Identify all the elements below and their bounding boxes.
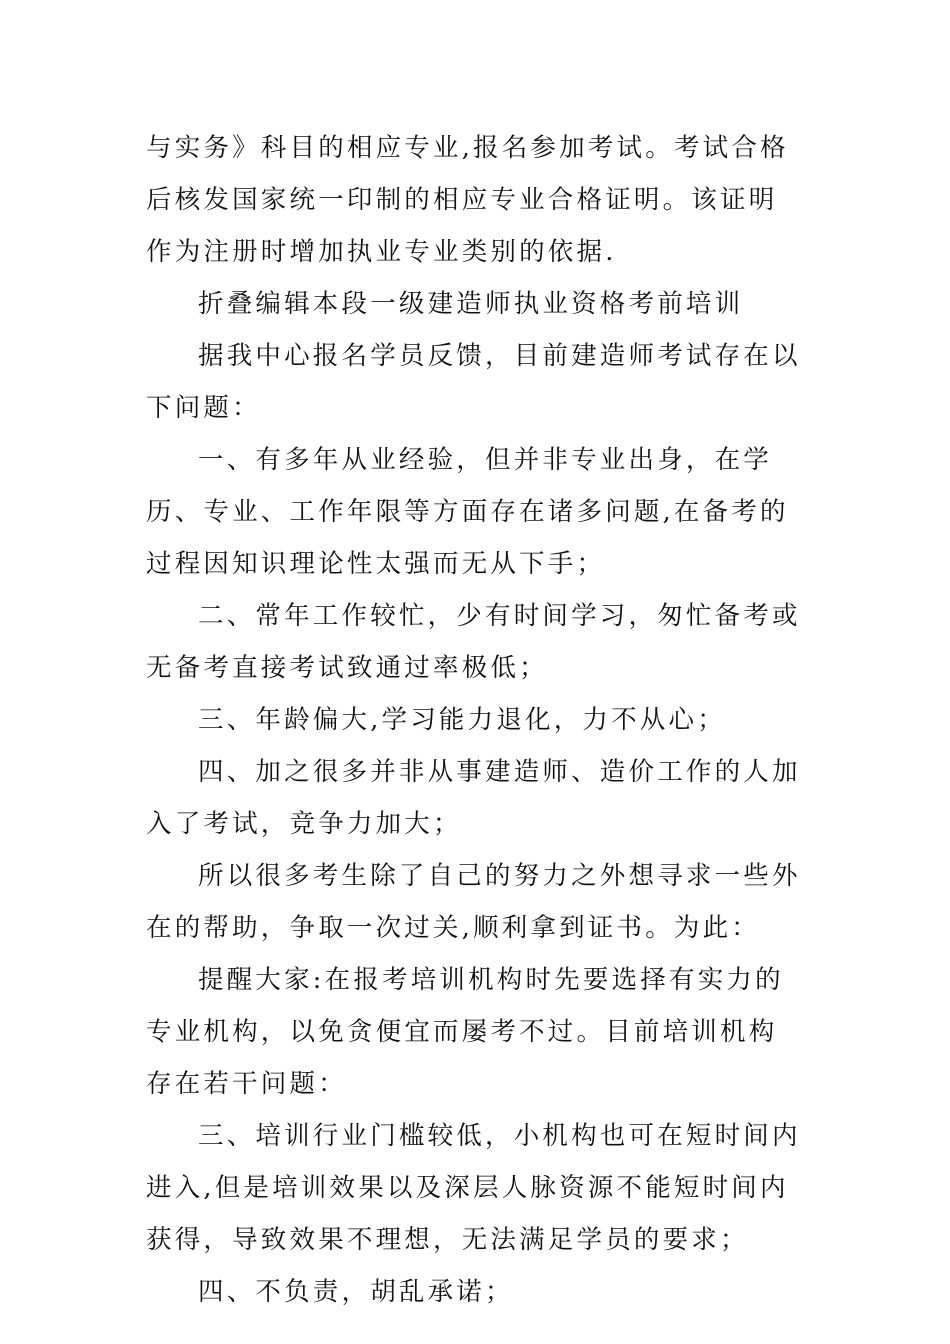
paragraph-continuation: 与实务》科目的相应专业,报名参加考试。考试合格后核发国家统一印制的相应专业合格证明。该证明作为注册时增加执业专业类别的依据.: [146, 133, 789, 267]
list-item-problem-1: 一、有多年从业经验，但并非专业出身，在学历、专业、工作年限等方面存在诸多问题,在备考的过程因知识理论性太强而无从下手；: [146, 445, 789, 579]
list-item-training-3: 三、培训行业门槛较低，小机构也可在短时间内进入,但是培训效果以及深层人脉资源不能短时间内获得，导致效果不理想，无法满足学员的要求；: [146, 1121, 801, 1255]
paragraph-summary: 所以很多考生除了自己的努力之外想寻求一些外在的帮助，争取一次过关,顺利拿到证书。为此：: [146, 861, 801, 943]
list-item-problem-3: 三、年龄偏大,学习能力退化，力不从心；: [198, 705, 726, 735]
document-body: [146, 122, 806, 1318]
paragraph-reminder: 提醒大家:在报考培训机构时先要选择有实力的专业机构，以免贪便宜而屡考不过。目前培训机构存在若干问题：: [146, 965, 784, 1099]
list-item-training-4: 四、不负责，胡乱承诺；: [198, 1277, 514, 1307]
section-heading: 折叠编辑本段一级建造师执业资格考前培训: [198, 289, 744, 319]
list-item-problem-2: 二、常年工作较忙，少有时间学习，匆忙备考或无备考直接考试致通过率极低；: [146, 601, 801, 683]
paragraph-intro: 据我中心报名学员反馈，目前建造师考试存在以下问题：: [146, 341, 801, 423]
list-item-problem-4: 四、加之很多并非从事建造师、造价工作的人加入了考试，竞争力加大；: [146, 757, 801, 839]
